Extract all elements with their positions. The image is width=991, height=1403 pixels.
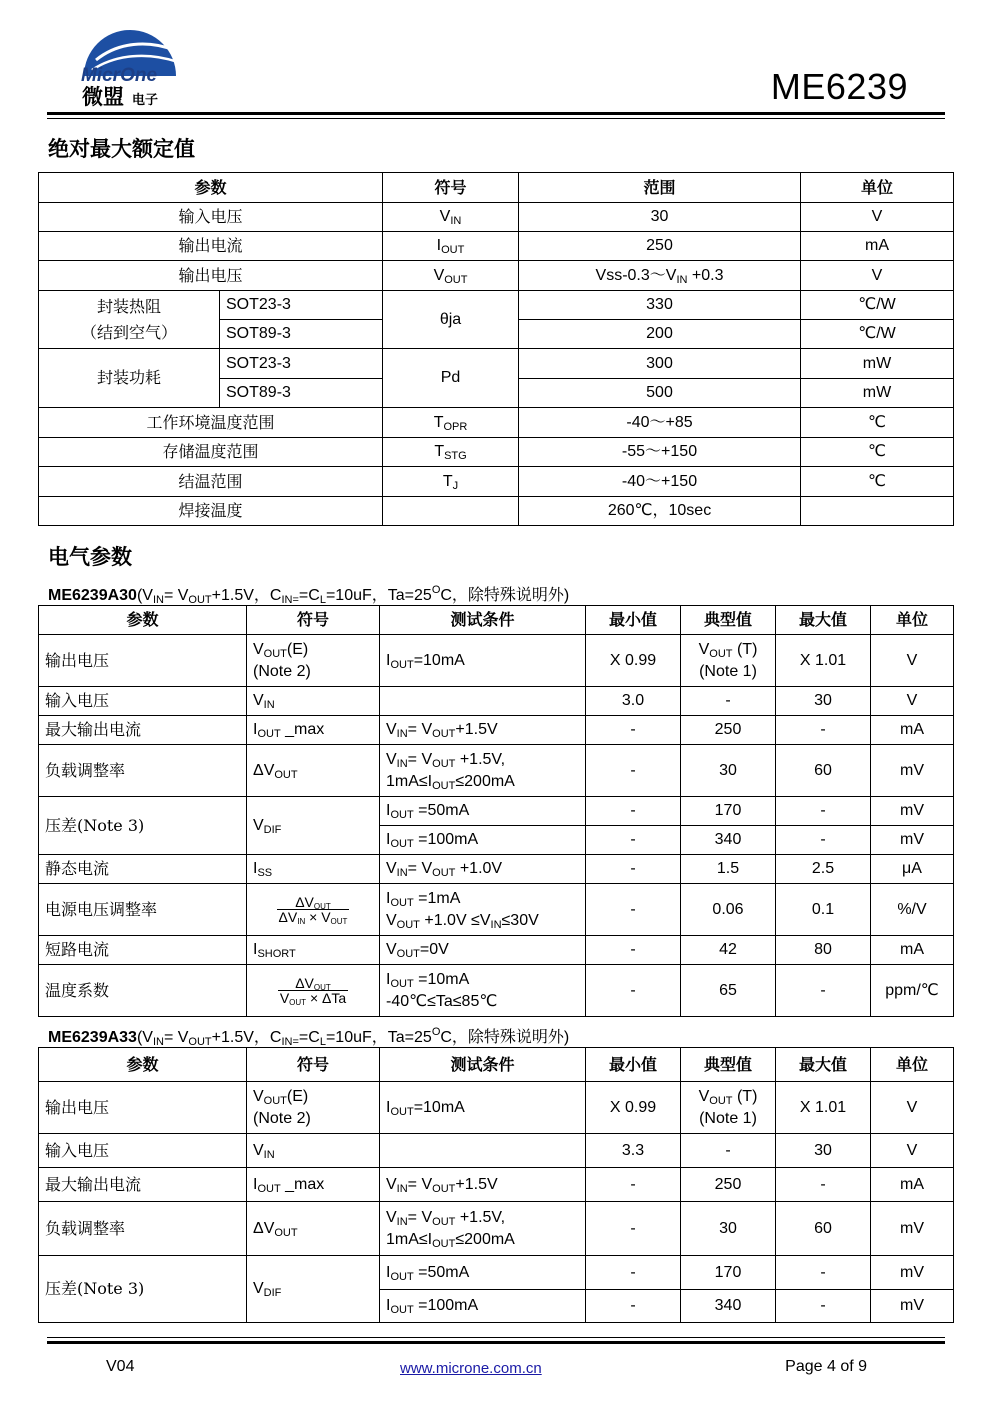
unit-cell: ℃ <box>801 408 954 438</box>
typ-cell: - <box>681 1134 776 1168</box>
min-cell: - <box>586 855 681 884</box>
unit-cell: ℃/W <box>801 291 954 320</box>
package-cell: SOT89-3 <box>220 320 383 349</box>
symbol-cell: θja <box>383 291 519 349</box>
typ-cell: 0.06 <box>681 884 776 936</box>
table-row <box>39 349 954 379</box>
min-cell: 3.3 <box>586 1134 681 1168</box>
table-row <box>39 936 954 965</box>
max-cell: - <box>776 826 871 855</box>
unit-cell: mV <box>871 1256 954 1290</box>
symbol-cell: $T_{STG}$ <box>383 438 519 467</box>
unit-cell: mV <box>871 745 954 797</box>
max-cell: - <box>776 1256 871 1290</box>
unit-cell: V <box>871 1082 954 1134</box>
param-cell: 短路电流 <box>39 936 247 965</box>
abs-max-header-row <box>39 173 954 203</box>
unit-cell: mV <box>871 797 954 826</box>
max-cell: 30 <box>776 1134 871 1168</box>
table-row <box>39 232 954 261</box>
max-cell: 80 <box>776 936 871 965</box>
symbol-cell: $I_{OUT}$ _max <box>247 716 380 745</box>
table-row <box>39 467 954 497</box>
unit-cell: %/V <box>871 884 954 936</box>
table-row <box>39 1202 954 1256</box>
unit-cell: V <box>801 261 954 291</box>
a30-table <box>38 605 954 1017</box>
max-cell: 30 <box>776 687 871 716</box>
typ-cell: 340 <box>681 826 776 855</box>
max-cell: - <box>776 1168 871 1202</box>
symbol-cell: $\Delta V_{OUT}$ <box>247 745 380 797</box>
unit-cell: mA <box>871 1168 954 1202</box>
unit-cell: V <box>871 687 954 716</box>
condition-cell: $V_{IN}= V_{OUT} +1.0V$ <box>380 855 586 884</box>
param-cell: 结温范围 <box>39 467 383 497</box>
range-cell: 200 <box>519 320 801 349</box>
a30-header-row <box>39 606 954 635</box>
unit-cell: ℃ <box>801 438 954 467</box>
table-row <box>39 1168 954 1202</box>
condition-cell: $I_{OUT}=10mA$ <box>380 635 586 687</box>
temp-coefficient-fraction: $\frac{\Delta V_{OUT}}{V_{OUT} \times \Delta Ta}$ <box>279 975 347 1007</box>
param-cell: 静态电流 <box>39 855 247 884</box>
symbol-cell: $T_J$ <box>383 467 519 497</box>
unit-cell: mW <box>801 349 954 379</box>
typ-cell: $V_{OUT}$ (T) (Note 1) <box>681 635 776 687</box>
footer-rule-thin <box>47 1337 945 1338</box>
param-cell: 封装热阻 （结到空气） <box>39 291 220 349</box>
param-cell: 存储温度范围 <box>39 438 383 467</box>
col-header-unit: 单位 <box>871 1048 954 1082</box>
condition-cell <box>380 1134 586 1168</box>
table-row <box>39 261 954 291</box>
package-cell: SOT23-3 <box>220 291 383 320</box>
typ-cell: 42 <box>681 936 776 965</box>
min-cell: - <box>586 1290 681 1323</box>
col-header-unit: 单位 <box>801 173 954 203</box>
symbol-cell <box>247 965 380 1017</box>
symbol-cell: $V_{IN}$ <box>247 1134 380 1168</box>
range-cell: -55～+150 <box>519 438 801 467</box>
logo-text-en: MicrOne <box>81 65 158 86</box>
condition-cell: $I_{OUT} =1mA$ $V_{OUT} +1.0V \le V_{IN}\le 30V$ <box>380 884 586 936</box>
table-row <box>39 965 954 1017</box>
col-header-unit: 单位 <box>871 606 954 635</box>
col-header-typ: 典型值 <box>681 1048 776 1082</box>
symbol-cell: $V_{IN}$ <box>247 687 380 716</box>
part-number: ME6239 <box>770 66 908 107</box>
param-cell: 输出电压 <box>39 635 247 687</box>
max-cell: - <box>776 1290 871 1323</box>
min-cell: X 0.99 <box>586 1082 681 1134</box>
range-cell: Vss-$0.3\sim V_{IN} +0.3$ <box>519 261 801 291</box>
typ-cell: - <box>681 687 776 716</box>
condition-cell: $I_{OUT} =50mA$ <box>380 1256 586 1290</box>
max-cell: 60 <box>776 745 871 797</box>
symbol-cell: $V_{OUT}(E)$ (Note 2) <box>247 635 380 687</box>
abs-max-title: 绝对最大额定值 <box>48 137 195 161</box>
condition-cell: $I_{OUT} =100mA$ <box>380 1290 586 1323</box>
param-cell: 输出电压 <box>39 261 383 291</box>
table-row <box>39 745 954 797</box>
typ-cell: 1.5 <box>681 855 776 884</box>
unit-cell: mV <box>871 1202 954 1256</box>
condition-cell: $V_{IN}= V_{OUT} +1.5V$, $1mA\le I_{OUT}\le 200mA$ <box>380 745 586 797</box>
typ-cell: 30 <box>681 1202 776 1256</box>
unit-cell: V <box>801 203 954 232</box>
a33-caption: $ME6239A33(V_{IN}= V_{OUT}+1.5V$，$C_{IN=}=C_L=10uF$，$Ta=25^OC$，除特殊说明外) <box>48 1026 570 1048</box>
unit-cell: ℃/W <box>801 320 954 349</box>
col-header-symbol: 符号 <box>247 606 380 635</box>
footer-rule-thick <box>47 1341 945 1344</box>
col-header-param: 参数 <box>39 606 247 635</box>
symbol-cell: $I_{SS}$ <box>247 855 380 884</box>
unit-cell: V <box>871 1134 954 1168</box>
col-header-max: 最大值 <box>776 1048 871 1082</box>
param-cell: 输入电压 <box>39 203 383 232</box>
unit-cell <box>801 497 954 526</box>
line-regulation-fraction: $\frac{\Delta V_{OUT}}{\Delta V_{IN} \times V_{OUT}}$ <box>278 894 348 926</box>
param-cell: 封装功耗 <box>39 349 220 408</box>
condition-cell: $I_{OUT}=10mA$ <box>380 1082 586 1134</box>
elec-title: 电气参数 <box>48 545 132 569</box>
unit-cell: ppm/℃ <box>871 965 954 1017</box>
condition-cell: $V_{IN}= V_{OUT} +1.5V$, $1mA\le I_{OUT}\le 200mA$ <box>380 1202 586 1256</box>
package-cell: SOT23-3 <box>220 349 383 379</box>
table-row <box>39 438 954 467</box>
col-header-typ: 典型值 <box>681 606 776 635</box>
typ-cell: $V_{OUT}$ (T) (Note 1) <box>681 1082 776 1134</box>
param-cell: 输入电压 <box>39 687 247 716</box>
max-cell: - <box>776 797 871 826</box>
footer-version: V04 <box>106 1358 135 1375</box>
table-row <box>39 1082 954 1134</box>
symbol-cell <box>383 497 519 526</box>
typ-cell: 250 <box>681 1168 776 1202</box>
symbol-cell <box>247 884 380 936</box>
unit-cell: mA <box>801 232 954 261</box>
symbol-cell: $V_{DIF}$ <box>247 797 380 855</box>
package-cell: SOT89-3 <box>220 379 383 408</box>
max-cell: X 1.01 <box>776 1082 871 1134</box>
symbol-cell: $I_{SHORT}$ <box>247 936 380 965</box>
unit-cell: ℃ <box>801 467 954 497</box>
param-cell: 工作环境温度范围 <box>39 408 383 438</box>
param-cell: 输出电流 <box>39 232 383 261</box>
symbol-cell: Pd <box>383 349 519 408</box>
footer-website-link[interactable]: www.microne.com.cn <box>400 1360 542 1377</box>
param-cell: 输出电压 <box>39 1082 247 1134</box>
col-header-param: 参数 <box>39 1048 247 1082</box>
param-cell: 最大输出电流 <box>39 1168 247 1202</box>
col-header-symbol: 符号 <box>247 1048 380 1082</box>
col-header-condition: 测试条件 <box>380 606 586 635</box>
min-cell: - <box>586 1202 681 1256</box>
range-cell: 500 <box>519 379 801 408</box>
table-row <box>39 1256 954 1290</box>
table-row <box>39 203 954 232</box>
range-cell: -40～+150 <box>519 467 801 497</box>
table-row <box>39 497 954 526</box>
typ-cell: 250 <box>681 716 776 745</box>
col-header-condition: 测试条件 <box>380 1048 586 1082</box>
range-cell: 330 <box>519 291 801 320</box>
range-cell: 30 <box>519 203 801 232</box>
min-cell: - <box>586 716 681 745</box>
table-row <box>39 884 954 936</box>
range-cell: 300 <box>519 349 801 379</box>
typ-cell: 170 <box>681 797 776 826</box>
min-cell: - <box>586 884 681 936</box>
min-cell: - <box>586 745 681 797</box>
condition-cell: $I_{OUT} =10mA$ -40℃≤Ta≤85℃ <box>380 965 586 1017</box>
table-row <box>39 716 954 745</box>
min-cell: - <box>586 1168 681 1202</box>
symbol-cell: $V_{IN}$ <box>383 203 519 232</box>
a33-header-row <box>39 1048 954 1082</box>
param-cell: 负载调整率 <box>39 745 247 797</box>
symbol-cell: $V_{OUT}(E)$ (Note 2) <box>247 1082 380 1134</box>
col-header-max: 最大值 <box>776 606 871 635</box>
symbol-cell: $V_{OUT}$ <box>383 261 519 291</box>
typ-cell: 65 <box>681 965 776 1017</box>
condition-cell: $V_{IN}= V_{OUT}+1.5V$ <box>380 716 586 745</box>
symbol-cell: $I_{OUT}$ _max <box>247 1168 380 1202</box>
min-cell: - <box>586 826 681 855</box>
col-header-min: 最小值 <box>586 606 681 635</box>
min-cell: - <box>586 1256 681 1290</box>
a30-caption: $ME6239A30(V_{IN}= V_{OUT}+1.5V$，$C_{IN=}=C_L=10uF$，$Ta=25^OC$，除特殊说明外) <box>48 584 570 606</box>
table-row <box>39 408 954 438</box>
unit-cell: mV <box>871 826 954 855</box>
condition-cell: $V_{OUT}=0V$ <box>380 936 586 965</box>
max-cell: X 1.01 <box>776 635 871 687</box>
unit-cell: mW <box>801 379 954 408</box>
max-cell: 60 <box>776 1202 871 1256</box>
min-cell: X 0.99 <box>586 635 681 687</box>
abs-max-table <box>38 172 954 526</box>
min-cell: 3.0 <box>586 687 681 716</box>
col-header-range: 范围 <box>519 173 801 203</box>
symbol-cell: $V_{DIF}$ <box>247 1256 380 1323</box>
max-cell: 0.1 <box>776 884 871 936</box>
table-row <box>39 635 954 687</box>
table-row <box>39 687 954 716</box>
microne-logo <box>78 20 182 108</box>
range-cell: -40～+85 <box>519 408 801 438</box>
condition-cell <box>380 687 586 716</box>
col-header-min: 最小值 <box>586 1048 681 1082</box>
footer-page-number: Page 4 of 9 <box>785 1358 867 1375</box>
unit-cell: mA <box>871 936 954 965</box>
typ-cell: 170 <box>681 1256 776 1290</box>
max-cell: - <box>776 716 871 745</box>
symbol-cell: $I_{OUT}$ <box>383 232 519 261</box>
param-cell: 压差(Note 3) <box>39 1256 247 1323</box>
min-cell: - <box>586 797 681 826</box>
logo-text-cn: 微盟 <box>82 85 124 108</box>
logo-text-cn-small: 电子 <box>132 93 159 108</box>
table-row <box>39 291 954 320</box>
header-rule-thin <box>47 118 945 119</box>
unit-cell: mV <box>871 1290 954 1323</box>
unit-cell: μA <box>871 855 954 884</box>
param-cell: 压差(Note 3) <box>39 797 247 855</box>
param-cell: 负载调整率 <box>39 1202 247 1256</box>
param-cell: 温度系数 <box>39 965 247 1017</box>
symbol-cell: $\Delta V_{OUT}$ <box>247 1202 380 1256</box>
condition-cell: $I_{OUT} =50mA$ <box>380 797 586 826</box>
param-cell: 焊接温度 <box>39 497 383 526</box>
max-cell: - <box>776 965 871 1017</box>
param-cell: 电源电压调整率 <box>39 884 247 936</box>
table-row <box>39 855 954 884</box>
max-cell: 2.5 <box>776 855 871 884</box>
param-cell: 输入电压 <box>39 1134 247 1168</box>
min-cell: - <box>586 936 681 965</box>
table-row <box>39 1134 954 1168</box>
unit-cell: mA <box>871 716 954 745</box>
table-row <box>39 797 954 826</box>
typ-cell: 30 <box>681 745 776 797</box>
a33-table <box>38 1047 954 1323</box>
range-cell: 260℃，10sec <box>519 497 801 526</box>
typ-cell: 340 <box>681 1290 776 1323</box>
param-cell: 最大输出电流 <box>39 716 247 745</box>
min-cell: - <box>586 965 681 1017</box>
range-cell: 250 <box>519 232 801 261</box>
unit-cell: V <box>871 635 954 687</box>
header-rule-thick <box>47 112 945 115</box>
col-header-symbol: 符号 <box>383 173 519 203</box>
symbol-cell: $T_{OPR}$ <box>383 408 519 438</box>
condition-cell: $I_{OUT} =100mA$ <box>380 826 586 855</box>
col-header-param: 参数 <box>39 173 383 203</box>
condition-cell: $V_{IN}= V_{OUT}+1.5V$ <box>380 1168 586 1202</box>
